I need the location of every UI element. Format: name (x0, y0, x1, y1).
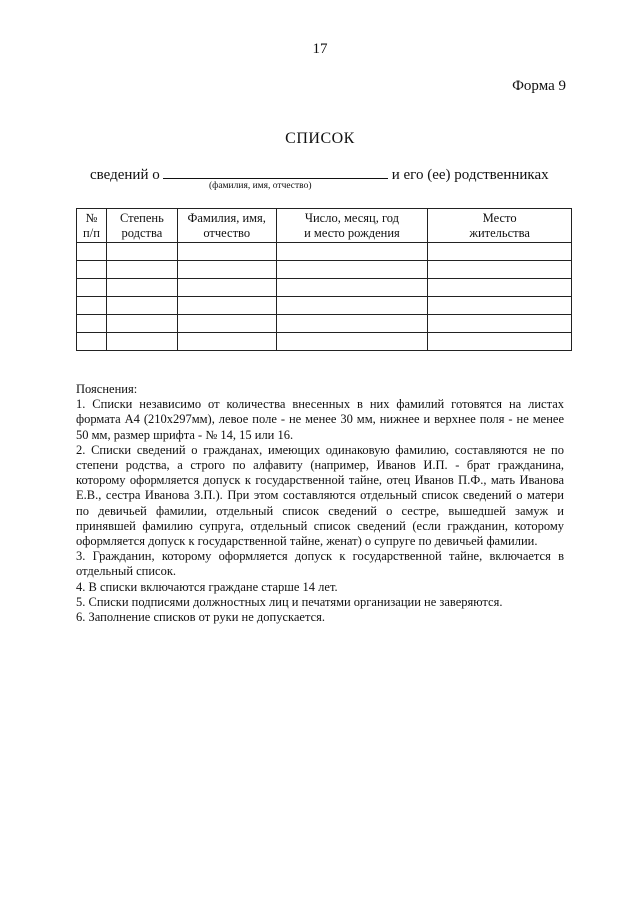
table-row (77, 315, 572, 333)
table-row (77, 243, 572, 261)
table-cell (106, 333, 177, 351)
header-birth: Число, месяц, год и место рождения (276, 209, 428, 243)
subject-suffix: и его (ее) родственниках (391, 167, 549, 183)
table-cell (428, 333, 572, 351)
table-cell (276, 243, 428, 261)
note-item: 1. Списки независимо от количества внесенных в них фамилий готовятся на листах формата А4 (210x297мм), левое поле - не менее 30 мм, нижнее и верхнее поля - не менее 50 мм, размер шрифта - № 14, 15 или 16. (76, 397, 564, 442)
table-cell (428, 243, 572, 261)
table-cell (106, 243, 177, 261)
table-cell (77, 333, 107, 351)
table-cell (106, 315, 177, 333)
table-header-row (77, 209, 572, 243)
table-cell (106, 297, 177, 315)
table-cell (106, 261, 177, 279)
subject-name-blank (163, 164, 388, 179)
table-cell (177, 333, 276, 351)
table-cell (428, 261, 572, 279)
table-cell (77, 297, 107, 315)
subject-line (90, 164, 549, 184)
table-cell (77, 279, 107, 297)
relatives-table (76, 208, 572, 351)
table-cell (428, 279, 572, 297)
header-number: № п/п (77, 209, 107, 243)
table-row (77, 297, 572, 315)
table-cell (428, 297, 572, 315)
table-cell (276, 261, 428, 279)
form-label: Форма 9 (512, 78, 566, 94)
note-item: 5. Списки подписями должностных лиц и печатями организации не заверяются. (76, 594, 503, 609)
subject-hint: (фамилия, имя, отчество) (209, 181, 312, 191)
note-item: 6. Заполнение списков от руки не допускается. (76, 610, 326, 625)
table-cell (177, 315, 276, 333)
document-title: СПИСОК (285, 130, 355, 147)
table-row (77, 333, 572, 351)
table-cell (428, 315, 572, 333)
table-cell (276, 279, 428, 297)
note-item: 2. Списки сведений о гражданах, имеющих одинаковую фамилию, составляются не по степени родства, а строго по алфавиту (например, Иванов И.П. - брат гражданина, которому оформляется допуск к государственной тайне, отец Иванов П.Ф., мать Иванова Е.В., сестра Иванова З.П.). При этом составляются отдельный список сведений о матери по девичьей фамилии, отдельный список сведений о сестре, вышедшей замуж и принявшей фамилию супруга, отдельный список сведений (если гражданин, которому оформляется допуск к государственной тайне, женат) о супруге по девичьей фамилии. (76, 442, 564, 549)
table-row (77, 261, 572, 279)
header-full-name: Фамилия, имя, отчество (177, 209, 276, 243)
table-cell (177, 279, 276, 297)
notes-heading: Пояснения: (76, 382, 138, 396)
table-cell (177, 297, 276, 315)
table-cell (106, 279, 177, 297)
table-cell (177, 243, 276, 261)
notes (76, 382, 564, 625)
table-cell (77, 315, 107, 333)
subject-prefix: сведений о (90, 167, 160, 183)
table-cell (276, 297, 428, 315)
page-number: 17 (312, 41, 328, 57)
table-cell (77, 261, 107, 279)
table-cell (276, 333, 428, 351)
note-item: 3. Гражданин, которому оформляется допуск к государственной тайне, включается в отдельный список. (76, 549, 564, 579)
table-body (77, 243, 572, 351)
table-cell (276, 315, 428, 333)
table-cell (177, 261, 276, 279)
note-item: 4. В списки включаются граждане старше 14 лет. (76, 579, 338, 594)
table-row (77, 279, 572, 297)
header-residence: Место жительства (428, 209, 572, 243)
header-relation: Степень родства (106, 209, 177, 243)
table-cell (77, 243, 107, 261)
